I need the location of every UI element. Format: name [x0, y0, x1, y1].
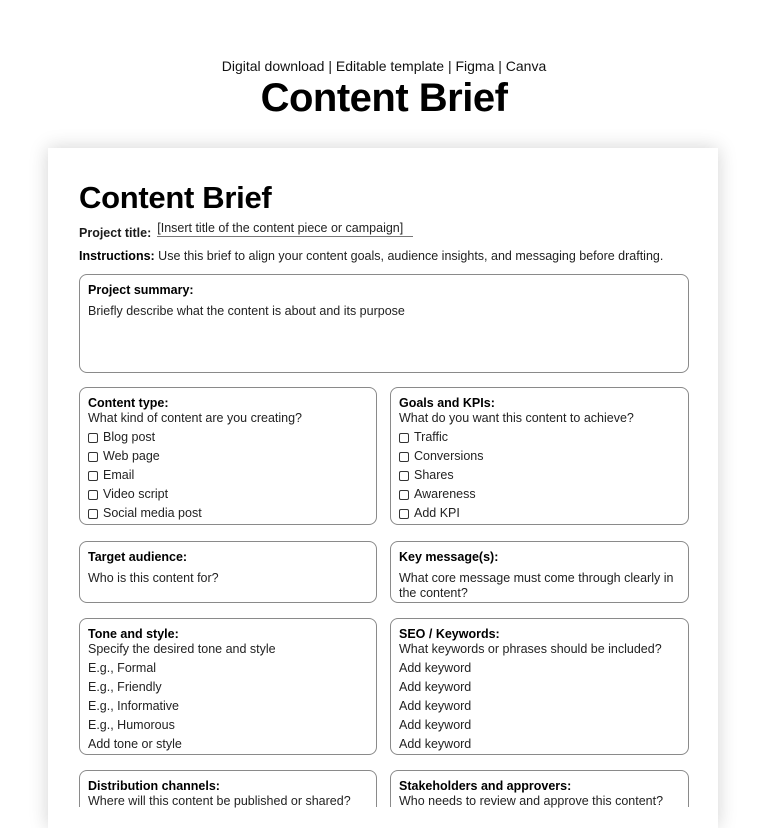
key-message-box[interactable]: [390, 541, 689, 603]
target-audience-question: Who is this content for?: [88, 571, 219, 585]
tone-item[interactable]: Add tone or style: [88, 737, 182, 751]
distribution-channels-box[interactable]: [79, 770, 377, 807]
header-subtitle: Digital download | Editable template | Figma | Canva: [221, 58, 547, 74]
checkbox-icon[interactable]: [88, 433, 98, 443]
seo-keywords-question: What keywords or phrases should be included?: [399, 642, 662, 656]
content-type-option[interactable]: Video script: [88, 487, 368, 502]
goals-kpis-box: [390, 387, 689, 525]
checkbox-icon[interactable]: [88, 452, 98, 462]
content-type-question: What kind of content are you creating?: [88, 411, 303, 425]
tone-style-question: Specify the desired tone and style: [88, 642, 276, 656]
checkbox-icon[interactable]: [399, 509, 409, 519]
tone-item[interactable]: E.g., Friendly: [88, 680, 162, 694]
content-type-option[interactable]: Email: [88, 468, 368, 483]
tone-item[interactable]: E.g., Informative: [88, 699, 180, 713]
keyword-item[interactable]: Add keyword: [399, 737, 472, 751]
keyword-item[interactable]: Add keyword: [399, 680, 472, 694]
project-title-label: Project title:: [79, 226, 152, 240]
checkbox-icon[interactable]: [88, 490, 98, 500]
content-type-box: [79, 387, 377, 525]
key-message-question: What core message must come through clearly in the content?: [399, 571, 674, 600]
keyword-item[interactable]: Add keyword: [399, 718, 472, 732]
project-title-field[interactable]: [Insert title of the content piece or campaign]: [157, 221, 413, 237]
distribution-channels-title: Distribution channels:: [88, 779, 220, 793]
document-title: Content Brief: [79, 180, 272, 215]
instructions-text: Use this brief to align your content goals, audience insights, and messaging before drafting.: [154, 249, 664, 263]
checkbox-icon[interactable]: [399, 452, 409, 462]
tone-style-box: [79, 618, 377, 755]
checkbox-icon[interactable]: [399, 490, 409, 500]
seo-keywords-title: SEO / Keywords:: [399, 627, 500, 641]
content-type-option[interactable]: Web page: [88, 449, 368, 464]
checkbox-icon[interactable]: [88, 471, 98, 481]
checkbox-icon[interactable]: [399, 471, 409, 481]
goal-option[interactable]: Awareness: [399, 487, 680, 502]
goals-kpis-question: What do you want this content to achieve?: [399, 411, 634, 425]
header-title: Content Brief: [260, 76, 508, 120]
goal-option[interactable]: Shares: [399, 468, 680, 483]
checkbox-icon[interactable]: [88, 509, 98, 519]
content-type-option[interactable]: Blog post: [88, 430, 368, 445]
tone-item[interactable]: E.g., Formal: [88, 661, 157, 675]
content-type-option[interactable]: Social media post: [88, 506, 368, 521]
instructions: [79, 249, 663, 263]
content-type-title: Content type:: [88, 396, 169, 410]
instructions-label: Instructions:: [79, 249, 155, 263]
stakeholders-question: Who needs to review and approve this content?: [399, 794, 664, 808]
goal-option[interactable]: Conversions: [399, 449, 680, 464]
checkbox-icon[interactable]: [399, 433, 409, 443]
goal-option[interactable]: Add KPI: [399, 506, 680, 521]
project-summary-title: Project summary:: [88, 283, 194, 297]
key-message-title: Key message(s):: [399, 550, 499, 564]
target-audience-box[interactable]: [79, 541, 377, 603]
target-audience-title: Target audience:: [88, 550, 188, 564]
tone-style-title: Tone and style:: [88, 627, 179, 641]
project-summary-box[interactable]: [79, 274, 689, 373]
distribution-channels-question: Where will this content be published or shared?: [88, 794, 351, 808]
project-summary-prompt: Briefly describe what the content is about and its purpose: [88, 304, 405, 318]
keyword-item[interactable]: Add keyword: [399, 699, 472, 713]
stakeholders-box[interactable]: [390, 770, 689, 807]
keyword-item[interactable]: Add keyword: [399, 661, 472, 675]
stakeholders-title: Stakeholders and approvers:: [399, 779, 572, 793]
goal-option[interactable]: Traffic: [399, 430, 680, 445]
tone-item[interactable]: E.g., Humorous: [88, 718, 175, 732]
seo-keywords-box: [390, 618, 689, 755]
goals-kpis-title: Goals and KPIs:: [399, 396, 495, 410]
project-title-row: [79, 221, 413, 240]
